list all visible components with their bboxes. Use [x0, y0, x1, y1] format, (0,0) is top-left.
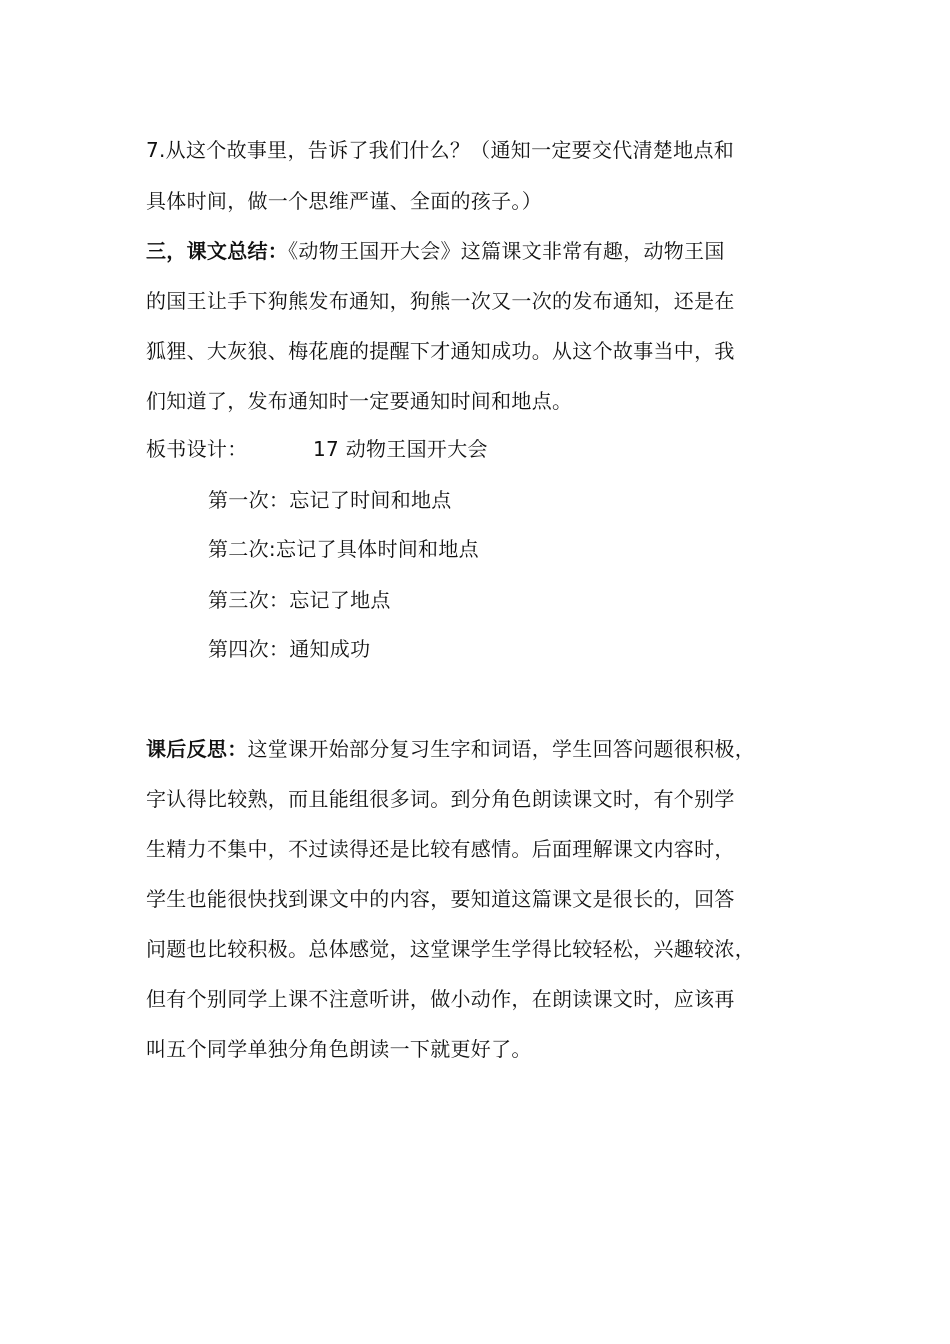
summary-heading: 三，课文总结： [146, 239, 289, 263]
reflection-line3: 生精力不集中，不过读得还是比较有感情。后面理解课文内容时， [146, 837, 735, 861]
summary-line1-text: 《动物王国开大会》这篇课文非常有趣，动物王国 [288, 239, 725, 263]
reflection-line1-text: 这堂课开始部分复习生字和词语，学生回答问题很积极， [247, 737, 755, 761]
reflection-line2: 字认得比较熟，而且能组很多词。到分角色朗读课文时，有个别学 [146, 787, 735, 811]
reflection-heading: 课后反思： [146, 737, 248, 761]
reflection-line1 [146, 736, 755, 762]
question7-line1: 7.从这个故事里，告诉了我们什么？（通知一定要交代清楚地点和 [146, 138, 735, 162]
board-item-3: 第三次：忘记了地点 [208, 588, 391, 612]
board-item-2: 第二次:忘记了具体时间和地点 [208, 537, 479, 561]
summary-line1 [146, 238, 725, 264]
question7-line2: 具体时间，做一个思维严谨、全面的孩子。） [146, 189, 542, 213]
summary-line4: 们知道了，发布通知时一定要通知时间和地点。 [146, 389, 573, 413]
summary-line3: 狐狸、大灰狼、梅花鹿的提醒下才通知成功。从这个故事当中，我 [146, 339, 735, 363]
board-design-label: 板书设计： [146, 437, 248, 461]
board-design-title: 17 动物王国开大会 [313, 437, 488, 461]
reflection-line4: 学生也能很快找到课文中的内容，要知道这篇课文是很长的，回答 [146, 887, 735, 911]
board-item-1: 第一次：忘记了时间和地点 [208, 488, 452, 512]
board-item-4: 第四次：通知成功 [208, 637, 371, 661]
reflection-line7: 叫五个同学单独分角色朗读一下就更好了。 [146, 1037, 532, 1061]
summary-line2: 的国王让手下狗熊发布通知，狗熊一次又一次的发布通知，还是在 [146, 289, 735, 313]
reflection-line6: 但有个别同学上课不注意听讲，做小动作，在朗读课文时，应该再 [146, 987, 735, 1011]
board-design-row [146, 436, 248, 462]
reflection-line5: 问题也比较积极。总体感觉，这堂课学生学得比较轻松，兴趣较浓， [146, 937, 755, 961]
